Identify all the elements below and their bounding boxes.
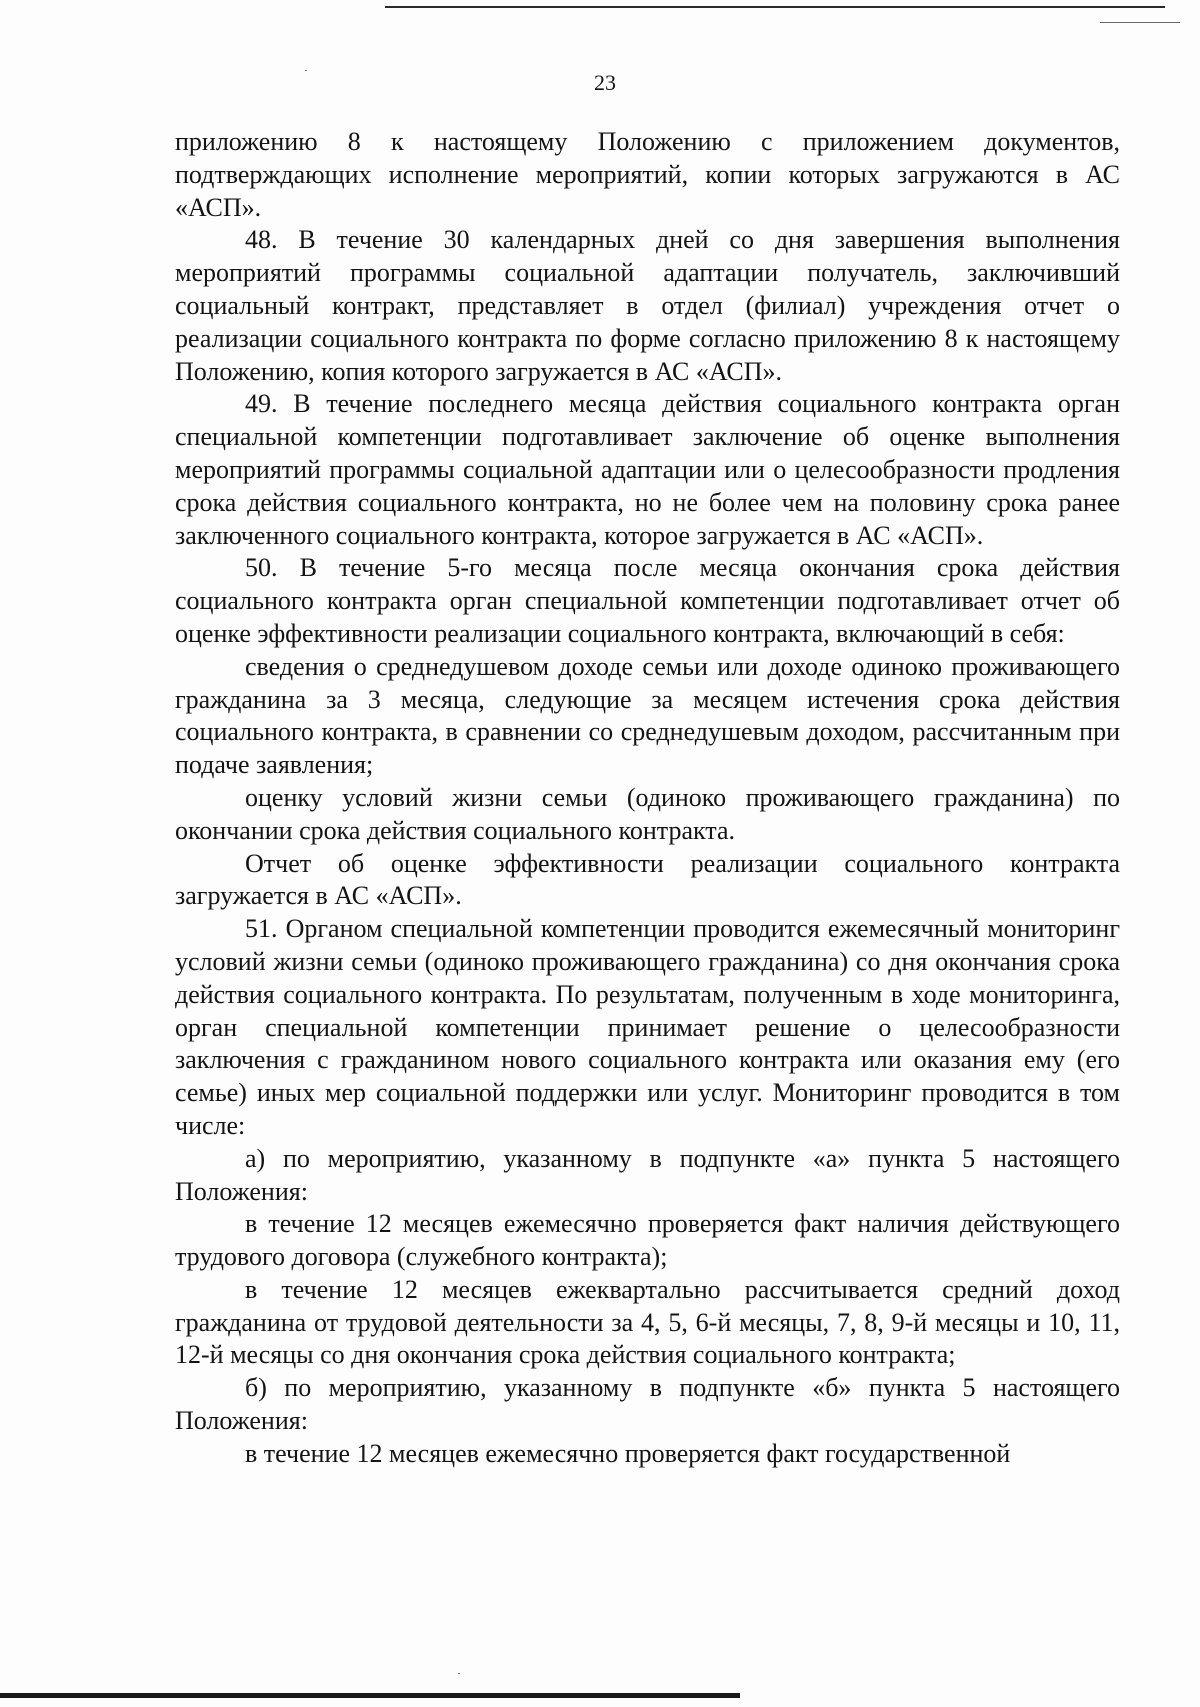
page-number: 23 (594, 70, 616, 95)
paragraph: 50. В течение 5-го месяца после месяца окончания срока действия социального контракта орган специальной компетенции подготавливает отчет об оценке эффективности реализации социального контракта, включающий в себя: (175, 553, 1120, 648)
paragraph: 48. В течение 30 календарных дней со дня завершения выполнения мероприятий программы социальной адаптации получатель, заключивший социальный контракт, представляет в отдел (филиал) учреждения отчет о реализации социального контракта по форме согласно приложению 8 к настоящему Положению, копия которого загружается в АС «АСП». (175, 225, 1120, 386)
paragraph: в течение 12 месяцев ежемесячно проверяется факт государственной (245, 1438, 1011, 1468)
paragraph: в течение 12 месяцев ежемесячно проверяется факт наличия действующего трудового договора (служебного контракта); (175, 1209, 1120, 1272)
scan-edge-line-top-right (1100, 22, 1180, 23)
scan-edge-line-bottom (0, 1693, 740, 1698)
scan-speck (458, 1673, 460, 1674)
document-body (175, 126, 1120, 1471)
scan-edge-line-top (385, 6, 1165, 8)
paragraph: приложению 8 к настоящему Положению с приложением документов, подтверждающих исполнение мероприятий, копии которых загружаются в АС «АСП». (175, 127, 1120, 222)
paragraph: 51. Органом специальной компетенции проводится ежемесячный мониторинг условий жизни семьи (одиноко проживающего гражданина) со дня окончания срока действия социального контракта. По результатам, полученным в ходе мониторинга, орган специальной компетенции принимает решение о целесообразности заключения с гражданином нового социального контракта или оказания ему (его семье) иных мер социальной поддержки или услуг. Мониторинг проводится в том числе: (175, 914, 1120, 1140)
paragraph: сведения о среднедушевом доходе семьи или доходе одиноко проживающего гражданина за 3 месяца, следующие за месяцем истечения срока действия социального контракта, в сравнении со среднедушевым доходом, рассчитанным при подаче заявления; (175, 651, 1120, 780)
paragraph: 49. В течение последнего месяца действия социального контракта орган специальной компетенции подготавливает заключение об оценке выполнения мероприятий программы социальной адаптации или о целесообразности продления срока действия социального контракта, но не более чем на половину срока ранее заключенного социального контракта, которое загружается в АС «АСП». (175, 389, 1120, 550)
paragraph: Отчет об оценке эффективности реализации социального контракта загружается в АС «АСП». (175, 848, 1120, 911)
paragraph: б) по мероприятию, указанному в подпункте «б» пункта 5 настоящего Положения: (175, 1373, 1120, 1436)
paragraph: оценку условий жизни семьи (одиноко проживающего гражданина) по окончании срока действия социального контракта. (175, 782, 1120, 845)
paragraph: а) по мероприятию, указанному в подпункте «а» пункта 5 настоящего Положения: (175, 1143, 1120, 1206)
paragraph: в течение 12 месяцев ежеквартально рассчитывается средний доход гражданина от трудовой деятельности за 4, 5, 6-й месяцы, 7, 8, 9-й месяцы и 10, 11, 12-й месяцы со дня окончания срока действия социального контракта; (175, 1274, 1120, 1370)
